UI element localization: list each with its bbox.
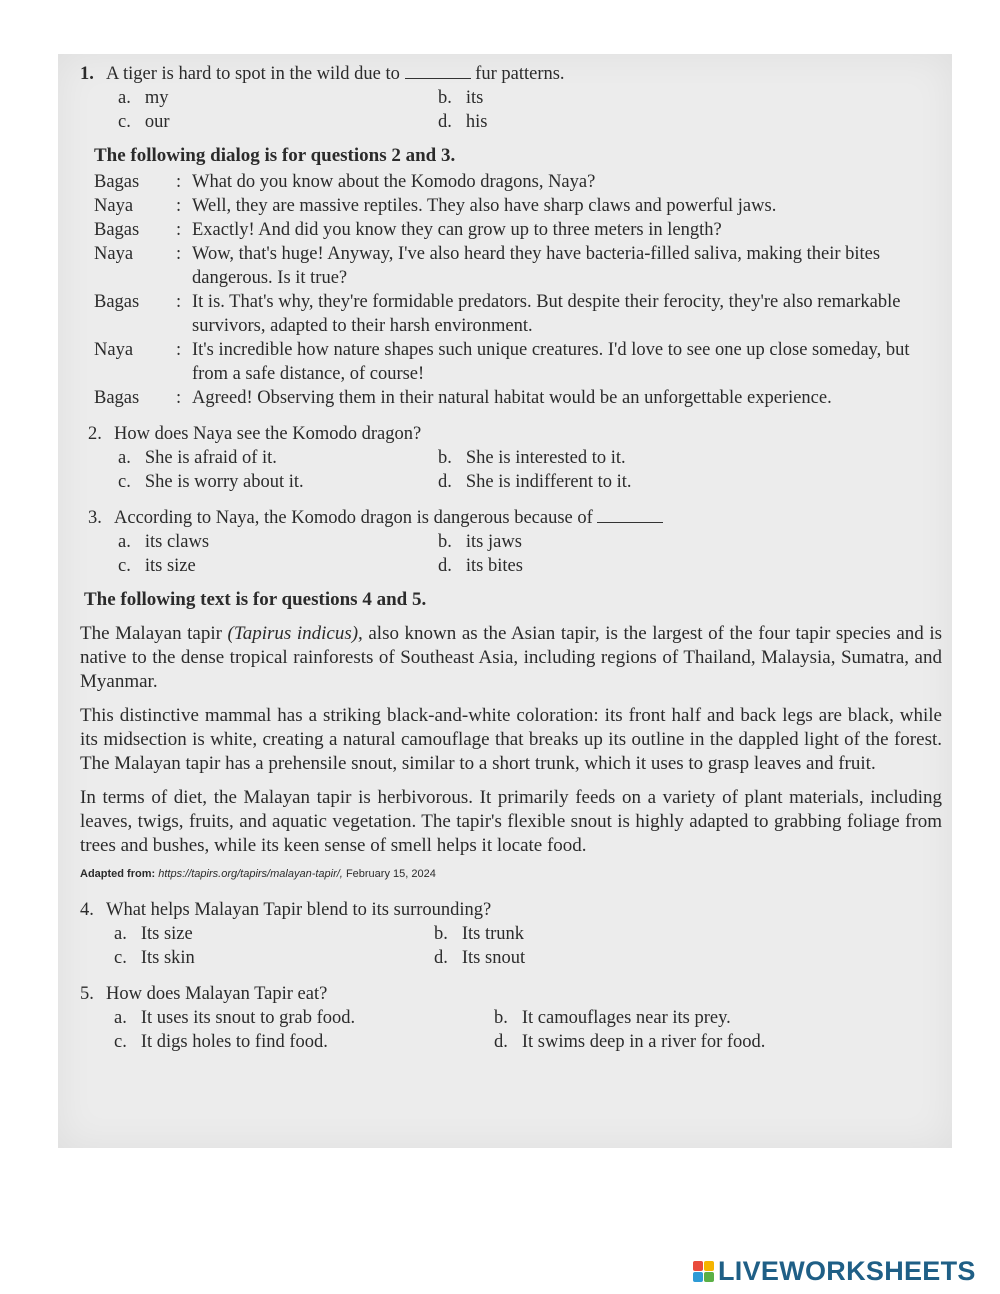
option-c[interactable]: c. She is worry about it.: [118, 472, 304, 492]
dialog-line: Naya : Wow, that's huge! Anyway, I've also heard they have bacteria-filled saliva, making their bites dangerous. Is it true?: [94, 244, 881, 288]
option-b[interactable]: b. She is interested to it.: [438, 448, 626, 468]
source-citation: Adapted from: https://tapirs.org/tapirs/malayan-tapir/, February 15, 2024: [80, 868, 436, 880]
dialog-line: Bagas : Exactly! And did you know they can grow up to three meters in length?: [94, 220, 722, 240]
option-c[interactable]: c. It digs holes to find food.: [114, 1032, 328, 1052]
option-a[interactable]: a. She is afraid of it.: [118, 448, 277, 468]
options-q4: [114, 922, 754, 970]
text-heading: The following text is for questions 4 and 5.: [84, 589, 427, 610]
option-b[interactable]: b. It camouflages near its prey.: [494, 1008, 731, 1028]
option-d[interactable]: d. his: [438, 112, 488, 132]
option-d[interactable]: d. She is indifferent to it.: [438, 472, 632, 492]
dialog-line: Naya : Well, they are massive reptiles. They also have sharp claws and powerful jaws.: [94, 196, 777, 216]
options-q3: [118, 530, 758, 578]
option-c[interactable]: c. its size: [118, 556, 196, 576]
options-q5: [114, 1006, 874, 1054]
option-d[interactable]: d. its bites: [438, 556, 523, 576]
question-stem: What helps Malayan Tapir blend to its surrounding?: [106, 900, 492, 920]
question-stem: How does Malayan Tapir eat?: [106, 984, 328, 1004]
option-a[interactable]: a. my: [118, 88, 169, 108]
logo-grid-icon: [693, 1261, 714, 1282]
dialog-line: Naya : It's incredible how nature shapes such unique creatures. I'd love to see one up close someday, but from a safe distance, of course!: [94, 340, 910, 384]
question-3: 3. According to Naya, the Komodo dragon is dangerous because of: [88, 506, 942, 530]
option-b[interactable]: b. its: [438, 88, 484, 108]
option-c[interactable]: c. Its skin: [114, 948, 195, 968]
answer-blank[interactable]: [405, 64, 471, 79]
option-b[interactable]: b. its jaws: [438, 532, 522, 552]
question-2: 2. How does Naya see the Komodo dragon?: [88, 424, 422, 444]
option-a[interactable]: a. It uses its snout to grab food.: [114, 1008, 356, 1028]
worksheet-content: [80, 62, 942, 1054]
option-b[interactable]: b. Its trunk: [434, 924, 525, 944]
option-a[interactable]: a. Its size: [114, 924, 193, 944]
dialog-heading: The following dialog is for questions 2 and 3.: [94, 145, 456, 166]
liveworksheets-logo: [693, 1256, 976, 1286]
question-stem: According to Naya, the Komodo dragon is dangerous because of: [114, 506, 663, 530]
question-stem: A tiger is hard to spot in the wild due to fur patterns.: [106, 64, 565, 84]
dialog-line: Bagas : What do you know about the Komodo dragons, Naya?: [94, 172, 596, 192]
option-d[interactable]: d. It swims deep in a river for food.: [494, 1032, 766, 1052]
paragraph-1: The Malayan tapir (Tapirus indicus), also known as the Asian tapir, is the largest of the four tapir species and is native to the dense tropical rainforests of Southeast Asia, including regions of Thailand, Malaysia, Sumatra, and Myanmar.: [80, 623, 943, 692]
question-number: 1.: [80, 64, 94, 84]
paragraph-3: In terms of diet, the Malayan tapir is herbivorous. It primarily feeds on a variety of plant materials, including leaves, twigs, fruits, and aquatic vegetation. The tapir's flexible snout is highly adapted to grabbing foliage from trees and bushes, while its keen sense of smell helps it locate food.: [80, 787, 942, 856]
option-c[interactable]: c. our: [118, 112, 170, 132]
dialog-line: Bagas : Agreed! Observing them in their natural habitat would be an unforgettable experience.: [94, 388, 832, 408]
question-5: 5. How does Malayan Tapir eat?: [80, 984, 328, 1004]
answer-blank[interactable]: [597, 508, 663, 523]
option-d[interactable]: d. Its snout: [434, 948, 526, 968]
question-1: [80, 62, 942, 86]
options-q1: [118, 86, 758, 134]
option-a[interactable]: a. its claws: [118, 532, 210, 552]
paragraph-2: This distinctive mammal has a striking black-and-white coloration: its front half and back legs are black, while its midsection is white, creating a natural camouflage that breaks up its outline in the dappled light of the forest. The Malayan tapir has a prehensile snout, similar to a short trunk, which it uses to grasp leaves and fruit.: [80, 705, 942, 774]
question-stem: How does Naya see the Komodo dragon?: [114, 424, 422, 444]
brand-name: LIVEWORKSHEETS: [718, 1255, 976, 1286]
dialog: [94, 170, 942, 410]
dialog-line: Bagas : It is. That's why, they're formidable predators. But despite their ferocity, they're also remarkable survivors, adapted to their harsh environment.: [94, 292, 901, 336]
options-q2: [118, 446, 758, 494]
question-4: 4. What helps Malayan Tapir blend to its surrounding?: [80, 900, 492, 920]
